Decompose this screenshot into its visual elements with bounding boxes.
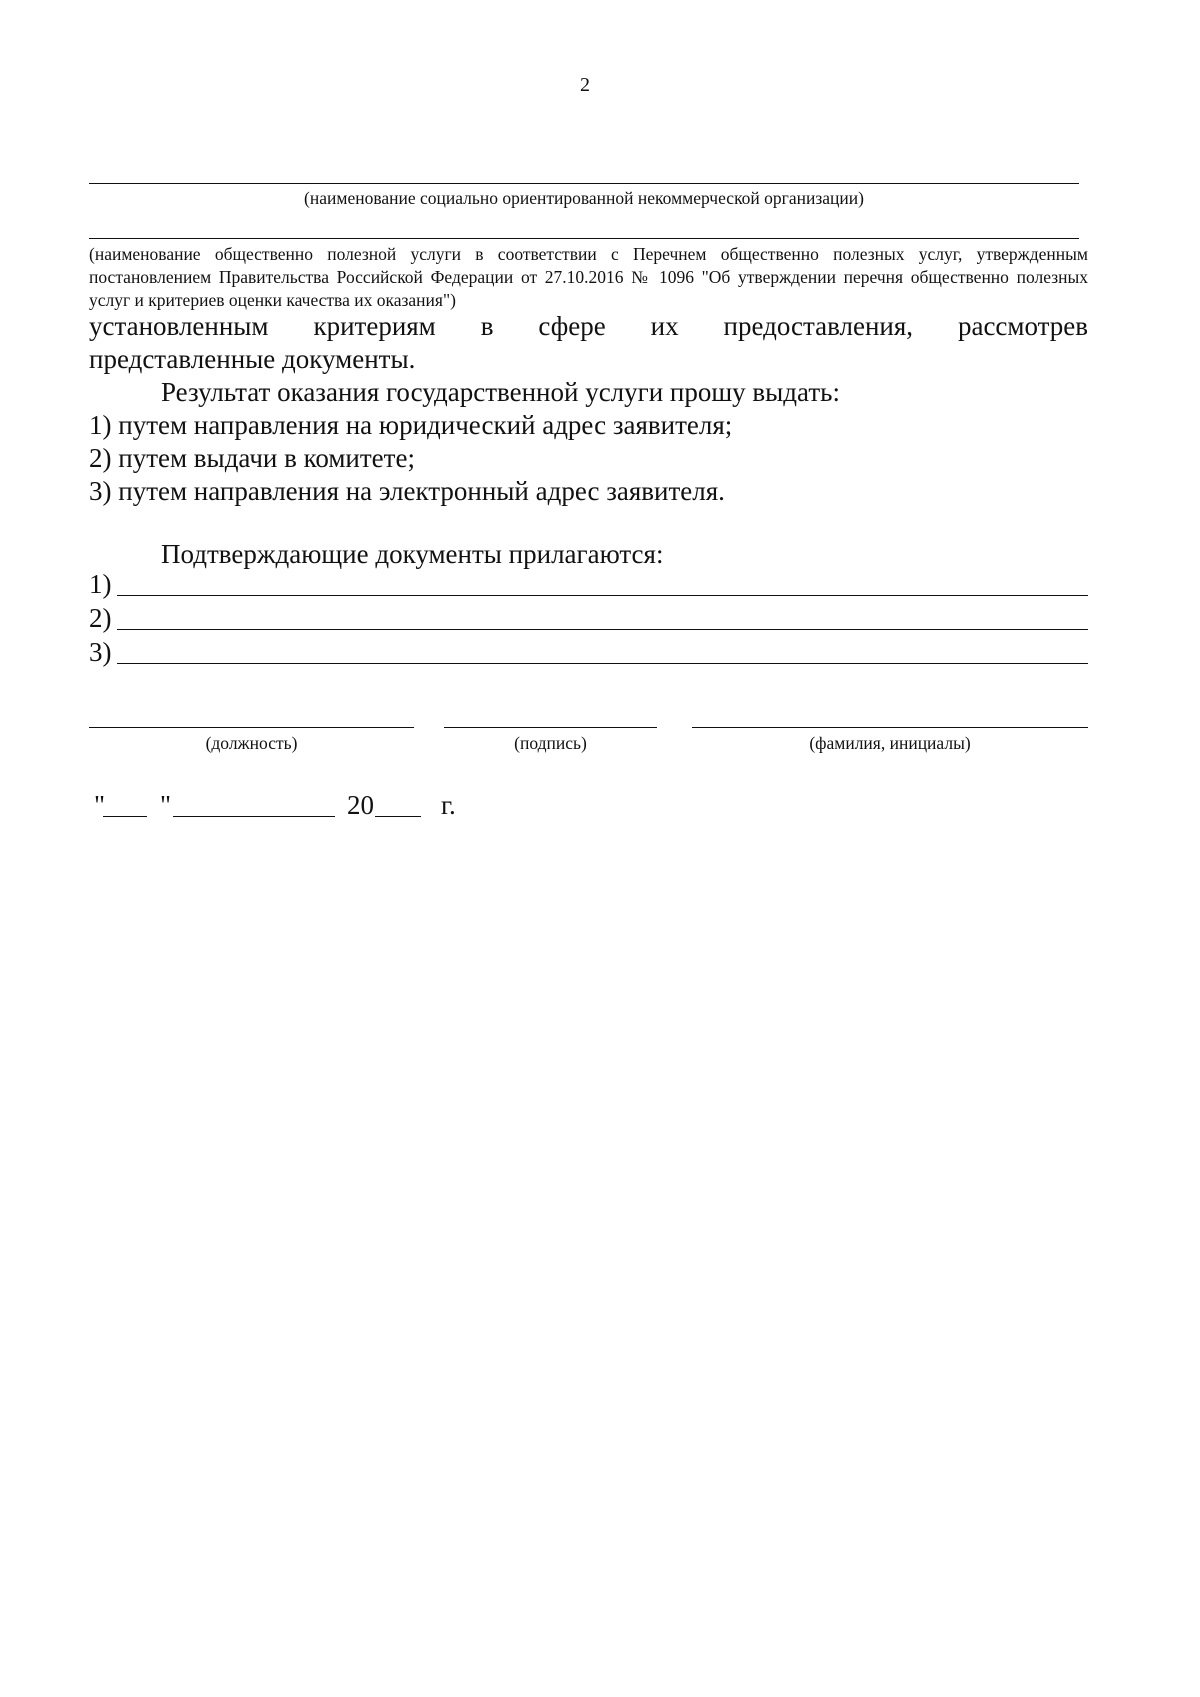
attachment-number: 2) xyxy=(89,603,112,633)
signature-caption: (подпись) xyxy=(514,733,587,753)
date-open-quote: " xyxy=(94,790,106,820)
day-input-line[interactable] xyxy=(103,816,147,817)
year-input-line[interactable] xyxy=(375,816,421,817)
org-name-caption: (наименование социально ориентированной некоммерческой организации) xyxy=(304,188,864,208)
result-option-1: 1) путем направления на юридический адрес заявителя; xyxy=(89,410,733,440)
signature-line[interactable] xyxy=(444,727,657,728)
date-year-suffix: г. xyxy=(441,790,456,820)
attachment-input-line[interactable] xyxy=(117,595,1088,596)
position-line[interactable] xyxy=(89,727,414,728)
service-name-caption: (наименование общественно полезной услуги в соответствии с Перечнем общественно полезных услуг, утвержденным постановлением Правительства Российской Федерации от 27.10.2016 № 1096 "Об утверждении перечня общественно полезных услуг и критериев оценки качества их оказания") xyxy=(89,244,1088,310)
attachment-row-2[interactable] xyxy=(89,602,1088,636)
name-line[interactable] xyxy=(692,727,1088,728)
result-option-2: 2) путем выдачи в комитете; xyxy=(89,443,415,473)
criteria-line-1: установленным критериям в сфере их предоставления, рассмотрев xyxy=(89,311,1088,341)
position-caption: (должность) xyxy=(205,733,298,753)
result-heading: Результат оказания государственной услуги прошу выдать: xyxy=(161,377,840,407)
attachment-row-3[interactable] xyxy=(89,636,1088,670)
result-option-3: 3) путем направления на электронный адрес заявителя. xyxy=(89,476,725,506)
attachment-row-1[interactable] xyxy=(89,568,1088,602)
date-century: 20 xyxy=(347,790,374,820)
attachment-input-line[interactable] xyxy=(117,629,1088,630)
criteria-line-2: представленные документы. xyxy=(89,344,416,374)
service-name-line[interactable] xyxy=(89,238,1079,239)
date-close-quote: " xyxy=(160,790,172,820)
attachment-number: 1) xyxy=(89,569,112,599)
date-row xyxy=(89,785,509,825)
attachment-number: 3) xyxy=(89,637,112,667)
attachments-heading: Подтверждающие документы прилагаются: xyxy=(161,539,664,569)
attachment-input-line[interactable] xyxy=(117,663,1088,664)
page-number: 2 xyxy=(580,74,590,96)
criteria-paragraph xyxy=(89,310,1088,376)
org-name-line[interactable] xyxy=(89,183,1079,184)
name-caption: (фамилия, инициалы) xyxy=(809,733,971,753)
month-input-line[interactable] xyxy=(173,816,335,817)
